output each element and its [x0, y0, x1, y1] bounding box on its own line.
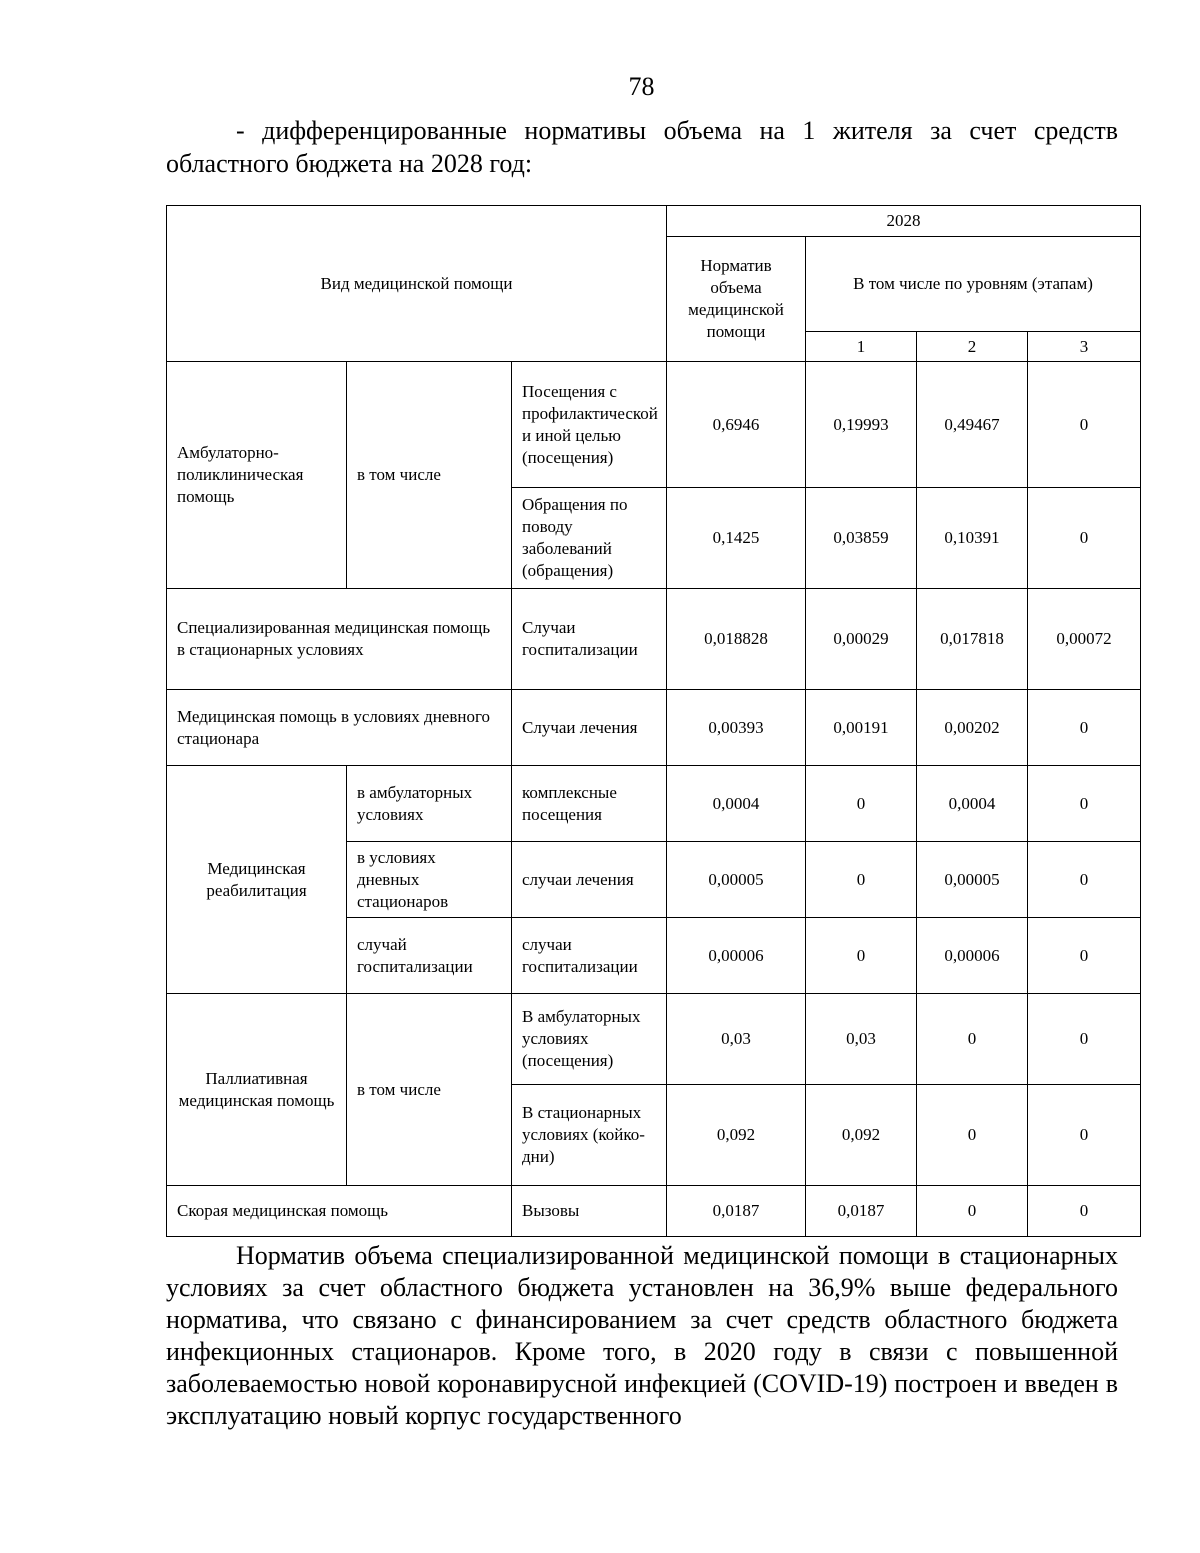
- level-3-value: 0: [1028, 766, 1141, 842]
- header-levels: В том числе по уровням (этапам): [806, 237, 1141, 332]
- table-row: [167, 690, 1141, 766]
- level-1-value: 0,00029: [806, 589, 917, 690]
- norm-value: 0,1425: [667, 488, 806, 589]
- page-number: 78: [628, 72, 655, 101]
- level-1-value: 0,19993: [806, 362, 917, 488]
- unit-cell: случаи госпитализации: [512, 918, 667, 994]
- norm-value: 0,00005: [667, 842, 806, 918]
- table-row: [167, 589, 1141, 690]
- level-3-value: 0: [1028, 918, 1141, 994]
- unit-cell: комплексные посещения: [512, 766, 667, 842]
- level-2-value: 0,00202: [917, 690, 1028, 766]
- rehab-sub: случай госпитализации: [347, 918, 512, 994]
- level-1-value: 0,092: [806, 1085, 917, 1186]
- unit-cell: Вызовы: [512, 1186, 667, 1237]
- table-row: [167, 766, 1141, 842]
- level-1-value: 0,0187: [806, 1186, 917, 1237]
- table-row: [167, 994, 1141, 1085]
- unit-cell: Посещения с профилактической и иной целью (посещения): [512, 362, 667, 488]
- level-1-value: 0: [806, 766, 917, 842]
- level-1-value: 0: [806, 842, 917, 918]
- rehab-sub: в условиях дневных стационаров: [347, 842, 512, 918]
- level-2-value: 0: [917, 1186, 1028, 1237]
- norm-value: 0,018828: [667, 589, 806, 690]
- unit-cell: В стационарных условиях (койко-дни): [512, 1085, 667, 1186]
- level-1-value: 0: [806, 918, 917, 994]
- level-3-value: 0: [1028, 362, 1141, 488]
- rehab-label: Медицинская реабилитация: [167, 766, 347, 994]
- norms-table: [166, 205, 1141, 1237]
- level-3-value: 0: [1028, 488, 1141, 589]
- table-row: [167, 1186, 1141, 1237]
- level-2-value: 0,49467: [917, 362, 1028, 488]
- palliative-sub: в том числе: [347, 994, 512, 1186]
- level-3-value: 0: [1028, 690, 1141, 766]
- header-kind: Вид медицинской помощи: [167, 206, 667, 362]
- norm-value: 0,6946: [667, 362, 806, 488]
- day-hospital-label: Медицинская помощь в условиях дневного стационара: [167, 690, 512, 766]
- header-level-2: 2: [917, 332, 1028, 362]
- unit-cell: Обращения по поводу заболеваний (обращения): [512, 488, 667, 589]
- unit-cell: В амбулаторных условиях (посещения): [512, 994, 667, 1085]
- header-level-3: 3: [1028, 332, 1141, 362]
- table-row: [167, 362, 1141, 488]
- level-3-value: 0: [1028, 1186, 1141, 1237]
- norm-value: 0,092: [667, 1085, 806, 1186]
- level-1-value: 0,03: [806, 994, 917, 1085]
- level-2-value: 0: [917, 1085, 1028, 1186]
- header-level-1: 1: [806, 332, 917, 362]
- unit-cell: Случаи госпитализации: [512, 589, 667, 690]
- level-3-value: 0: [1028, 1085, 1141, 1186]
- level-3-value: 0: [1028, 994, 1141, 1085]
- norm-value: 0,00393: [667, 690, 806, 766]
- level-3-value: 0: [1028, 842, 1141, 918]
- level-3-value: 0,00072: [1028, 589, 1141, 690]
- norm-value: 0,0187: [667, 1186, 806, 1237]
- header-row-year: [167, 206, 1141, 237]
- norm-value: 0,00006: [667, 918, 806, 994]
- level-1-value: 0,03859: [806, 488, 917, 589]
- level-2-value: 0,017818: [917, 589, 1028, 690]
- palliative-label: Паллиативная медицинская помощь: [167, 994, 347, 1186]
- level-2-value: 0,0004: [917, 766, 1028, 842]
- level-2-value: 0,00005: [917, 842, 1028, 918]
- intro-paragraph: - дифференцированные нормативы объема на 1 жителя за счет средств областного бюджета на 2028 год:: [166, 116, 1118, 178]
- unit-cell: Случаи лечения: [512, 690, 667, 766]
- emergency-label: Скорая медицинская помощь: [167, 1186, 512, 1237]
- norm-value: 0,03: [667, 994, 806, 1085]
- header-norm: Норматив объема медицинской помощи: [667, 237, 806, 362]
- unit-cell: случаи лечения: [512, 842, 667, 918]
- specialized-label: Специализированная медицинская помощь в стационарных условиях: [167, 589, 512, 690]
- ambulatory-sub: в том числе: [347, 362, 512, 589]
- level-1-value: 0,00191: [806, 690, 917, 766]
- rehab-sub: в амбулаторных условиях: [347, 766, 512, 842]
- level-2-value: 0,00006: [917, 918, 1028, 994]
- level-2-value: 0,10391: [917, 488, 1028, 589]
- ambulatory-label: Амбулаторно-поликлиническая помощь: [167, 362, 347, 589]
- norm-value: 0,0004: [667, 766, 806, 842]
- header-year: 2028: [667, 206, 1141, 237]
- body-paragraph: Норматив объема специализированной медицинской помощи в стационарных условиях за счет областного бюджета установлен на 36,9% выше федерального норматива, что связано с финансированием за счет средств областного бюджета инфекционных стационаров. Кроме того, в 2020 году в связи с повышенной заболеваемостью новой коронавирусной инфекцией (COVID-19) построен и введен в эксплуатацию новый корпус государственного: [166, 1241, 1118, 1430]
- level-2-value: 0: [917, 994, 1028, 1085]
